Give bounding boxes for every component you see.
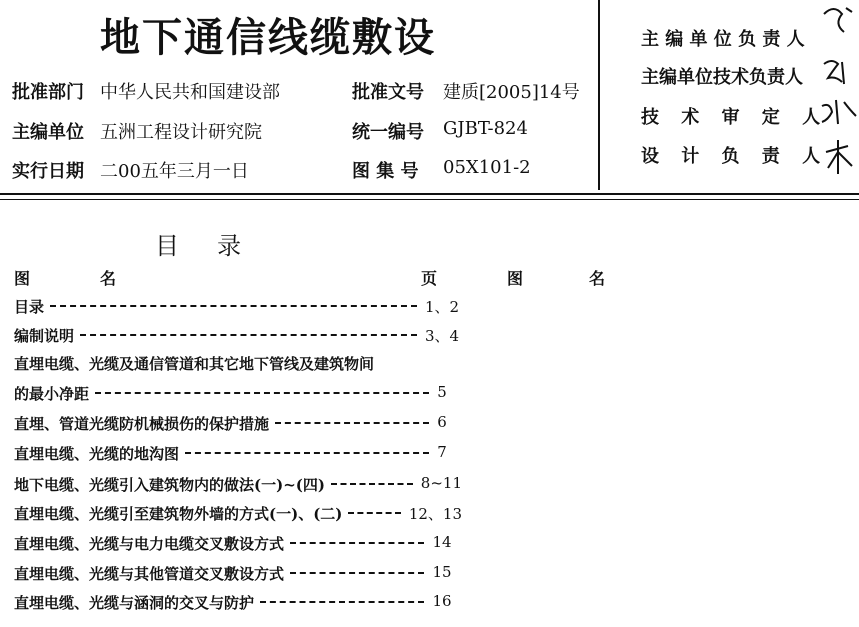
toc-item-title: 目录 <box>14 298 45 316</box>
responsible-tech-head: 主编单位技术负责人 <box>641 67 803 88</box>
toc-item-title: 直埋电缆、光缆的地沟图 <box>14 445 180 463</box>
toc-leader-dashes <box>185 452 429 454</box>
toc-title: 目 录 <box>155 232 242 260</box>
toc-item-title: 直埋电缆、光缆与其他管道交叉敷设方式 <box>14 565 285 583</box>
toc-leader-dashes <box>290 542 424 544</box>
toc-item-page: 6 <box>437 413 447 431</box>
toc-item-page: 1、2 <box>424 298 460 316</box>
responsible-editor-head: 主 编 单 位 负 责 人 <box>641 29 805 50</box>
toc-leader-dashes <box>275 422 429 424</box>
toc-leader-dashes <box>95 392 429 394</box>
signature-2 <box>824 61 844 84</box>
right-header-col2: 名 <box>589 269 606 288</box>
toc-item-title: 编制说明 <box>14 327 75 345</box>
responsible-reviewer: 技 术 审 定 人 <box>641 107 829 128</box>
field-label-atlas-no: 图 集 号 <box>352 161 419 182</box>
toc-leader-dashes <box>260 601 424 603</box>
field-label-approval-dept: 批准部门 <box>12 82 84 103</box>
field-value-unified-no: GJBT-824 <box>443 118 528 139</box>
toc-item-page: 3、4 <box>424 327 460 345</box>
signature-4 <box>826 140 852 174</box>
header-divider <box>598 0 600 190</box>
toc-item-title: 地下电缆、光缆引入建筑物内的做法(一)~(四) <box>14 476 325 494</box>
field-value-atlas-no: 05X101-2 <box>443 157 531 178</box>
left-header-col1: 图 <box>14 269 31 288</box>
header-bottom-line-2 <box>0 199 859 200</box>
field-value-editor-unit: 五洲工程设计研究院 <box>100 122 262 143</box>
field-label-unified-no: 统一编号 <box>352 122 424 143</box>
left-header-col2: 名 <box>100 269 117 288</box>
toc-leader-dashes <box>80 334 417 336</box>
signature-1 <box>824 8 852 32</box>
toc-item-page: 8~11 <box>420 474 462 492</box>
signature-3 <box>822 100 856 124</box>
field-value-approval-no: 建质[2005]14号 <box>443 82 580 103</box>
toc-item-title: 直埋电缆、光缆与涵洞的交叉与防护 <box>14 594 255 612</box>
toc-leader-dashes <box>50 305 417 307</box>
field-label-editor-unit: 主编单位 <box>12 122 84 143</box>
header-bottom-line <box>0 193 859 195</box>
field-value-effective-date: 二00五年三月一日 <box>100 161 249 182</box>
toc-leader-dashes <box>331 483 413 485</box>
toc-item-title: 直埋、管道光缆防机械损伤的保护措施 <box>14 415 270 433</box>
toc-item-title: 直埋电缆、光缆与电力电缆交叉敷设方式 <box>14 535 285 553</box>
toc-item-page: 15 <box>432 563 452 581</box>
toc-item-title: 直埋电缆、光缆及通信管道和其它地下管线及建筑物间 <box>14 355 375 373</box>
field-label-effective-date: 实行日期 <box>12 161 84 182</box>
field-label-approval-no: 批准文号 <box>352 82 424 103</box>
signature-marks <box>818 2 859 182</box>
toc-item-page: 7 <box>437 443 447 461</box>
toc-item-page: 12、13 <box>408 505 462 523</box>
left-header-page: 页 <box>421 269 438 288</box>
responsible-designer: 设 计 负 责 人 <box>641 146 829 167</box>
toc-item-page: 14 <box>432 533 452 551</box>
toc-item-title: 直埋电缆、光缆引至建筑物外墙的方式(一)、(二) <box>14 505 343 523</box>
toc-item-title: 的最小净距 <box>14 385 90 403</box>
page-title: 地下通信线缆敷设 <box>100 14 436 61</box>
toc-item-page: 5 <box>437 383 447 401</box>
toc-leader-dashes <box>348 512 400 514</box>
toc-item-page: 16 <box>432 592 452 610</box>
right-header-col1: 图 <box>507 269 524 288</box>
field-value-approval-dept: 中华人民共和国建设部 <box>100 82 280 103</box>
toc-leader-dashes <box>290 572 424 574</box>
